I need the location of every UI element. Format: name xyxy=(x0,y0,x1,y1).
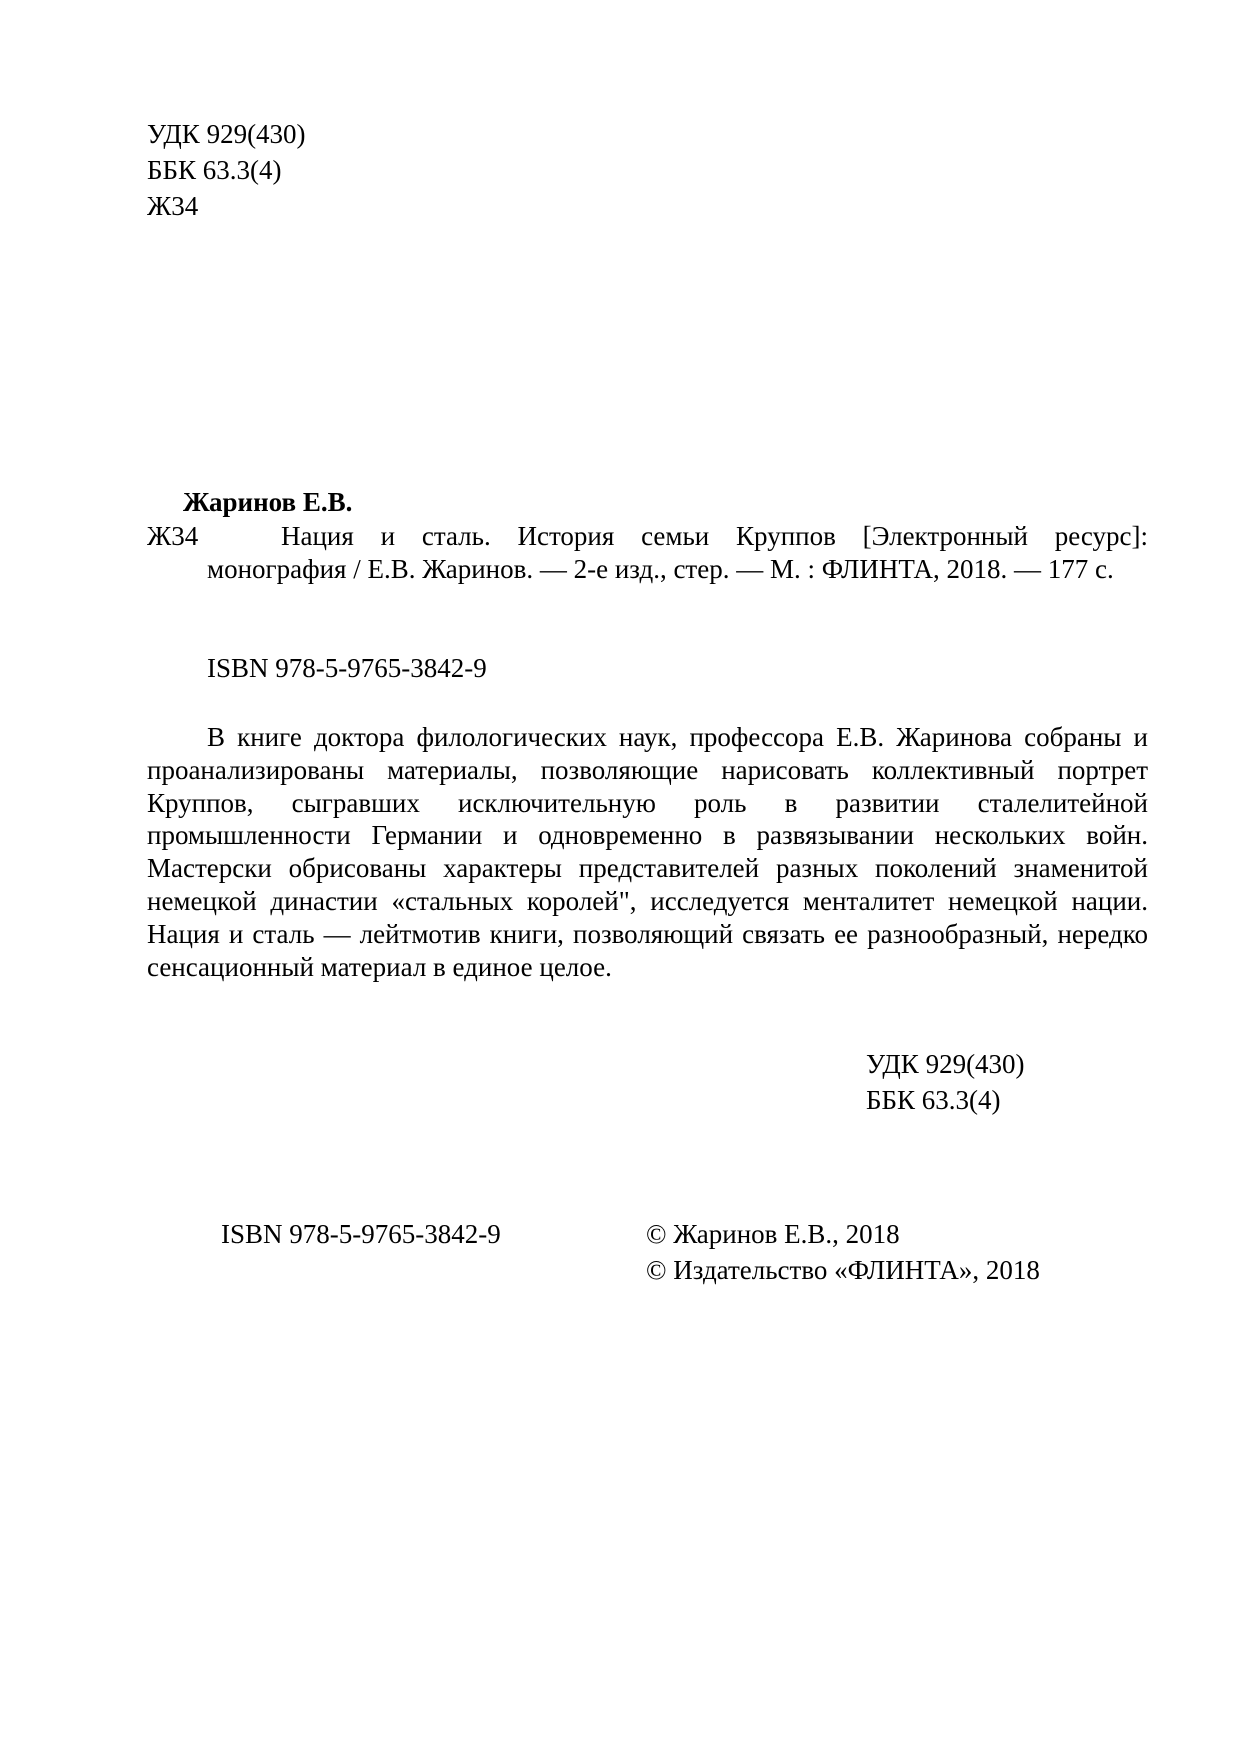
record-isbn: ISBN 978-5-9765-3842-9 xyxy=(207,653,487,683)
record-cipher: Ж34 xyxy=(147,521,199,551)
record-author: Жаринов Е.В. xyxy=(183,487,353,517)
bibliographic-description: Нация и сталь. История семьи Круппов [Электронный ресурс]: монография / Е.В. Жаринов. — 2-е изд., стер. — М. : ФЛИНТА, 2018. — 177 с. xyxy=(207,521,1148,584)
udk-code: УДК 929(430) xyxy=(147,119,306,149)
classification-codes-bottom xyxy=(866,1048,1025,1120)
author-sign: Ж34 xyxy=(147,191,199,221)
copyright-block xyxy=(646,1218,1040,1290)
copyright-publisher: © Издательство «ФЛИНТА», 2018 xyxy=(646,1255,1040,1285)
classification-codes-top xyxy=(147,118,306,226)
udk-code-bottom: УДК 929(430) xyxy=(866,1049,1025,1079)
bbk-code-bottom: ББК 63.3(4) xyxy=(866,1085,1001,1115)
annotation: В книге доктора филологических наук, профессора Е.В. Жаринова собраны и проанализированы материалы, позволяющие нарисовать коллективный портрет Круппов, сыгравших исключительную роль в развитии сталелитейной промышленности Германии и одновременно в развязывании нескольких войн. Мастерски обрисованы характеры представителей разных поколений знаменитой немецкой династии «стальных королей", исследуется менталитет немецкой нации. Нация и сталь — лейтмотив книги, позволяющий связать ее разнообразный, нередко сенсационный материал в единое целое. xyxy=(147,722,1148,982)
footer-isbn: ISBN 978-5-9765-3842-9 xyxy=(221,1219,501,1249)
copyright-author: © Жаринов Е.В., 2018 xyxy=(646,1219,900,1249)
bbk-code: ББК 63.3(4) xyxy=(147,155,282,185)
